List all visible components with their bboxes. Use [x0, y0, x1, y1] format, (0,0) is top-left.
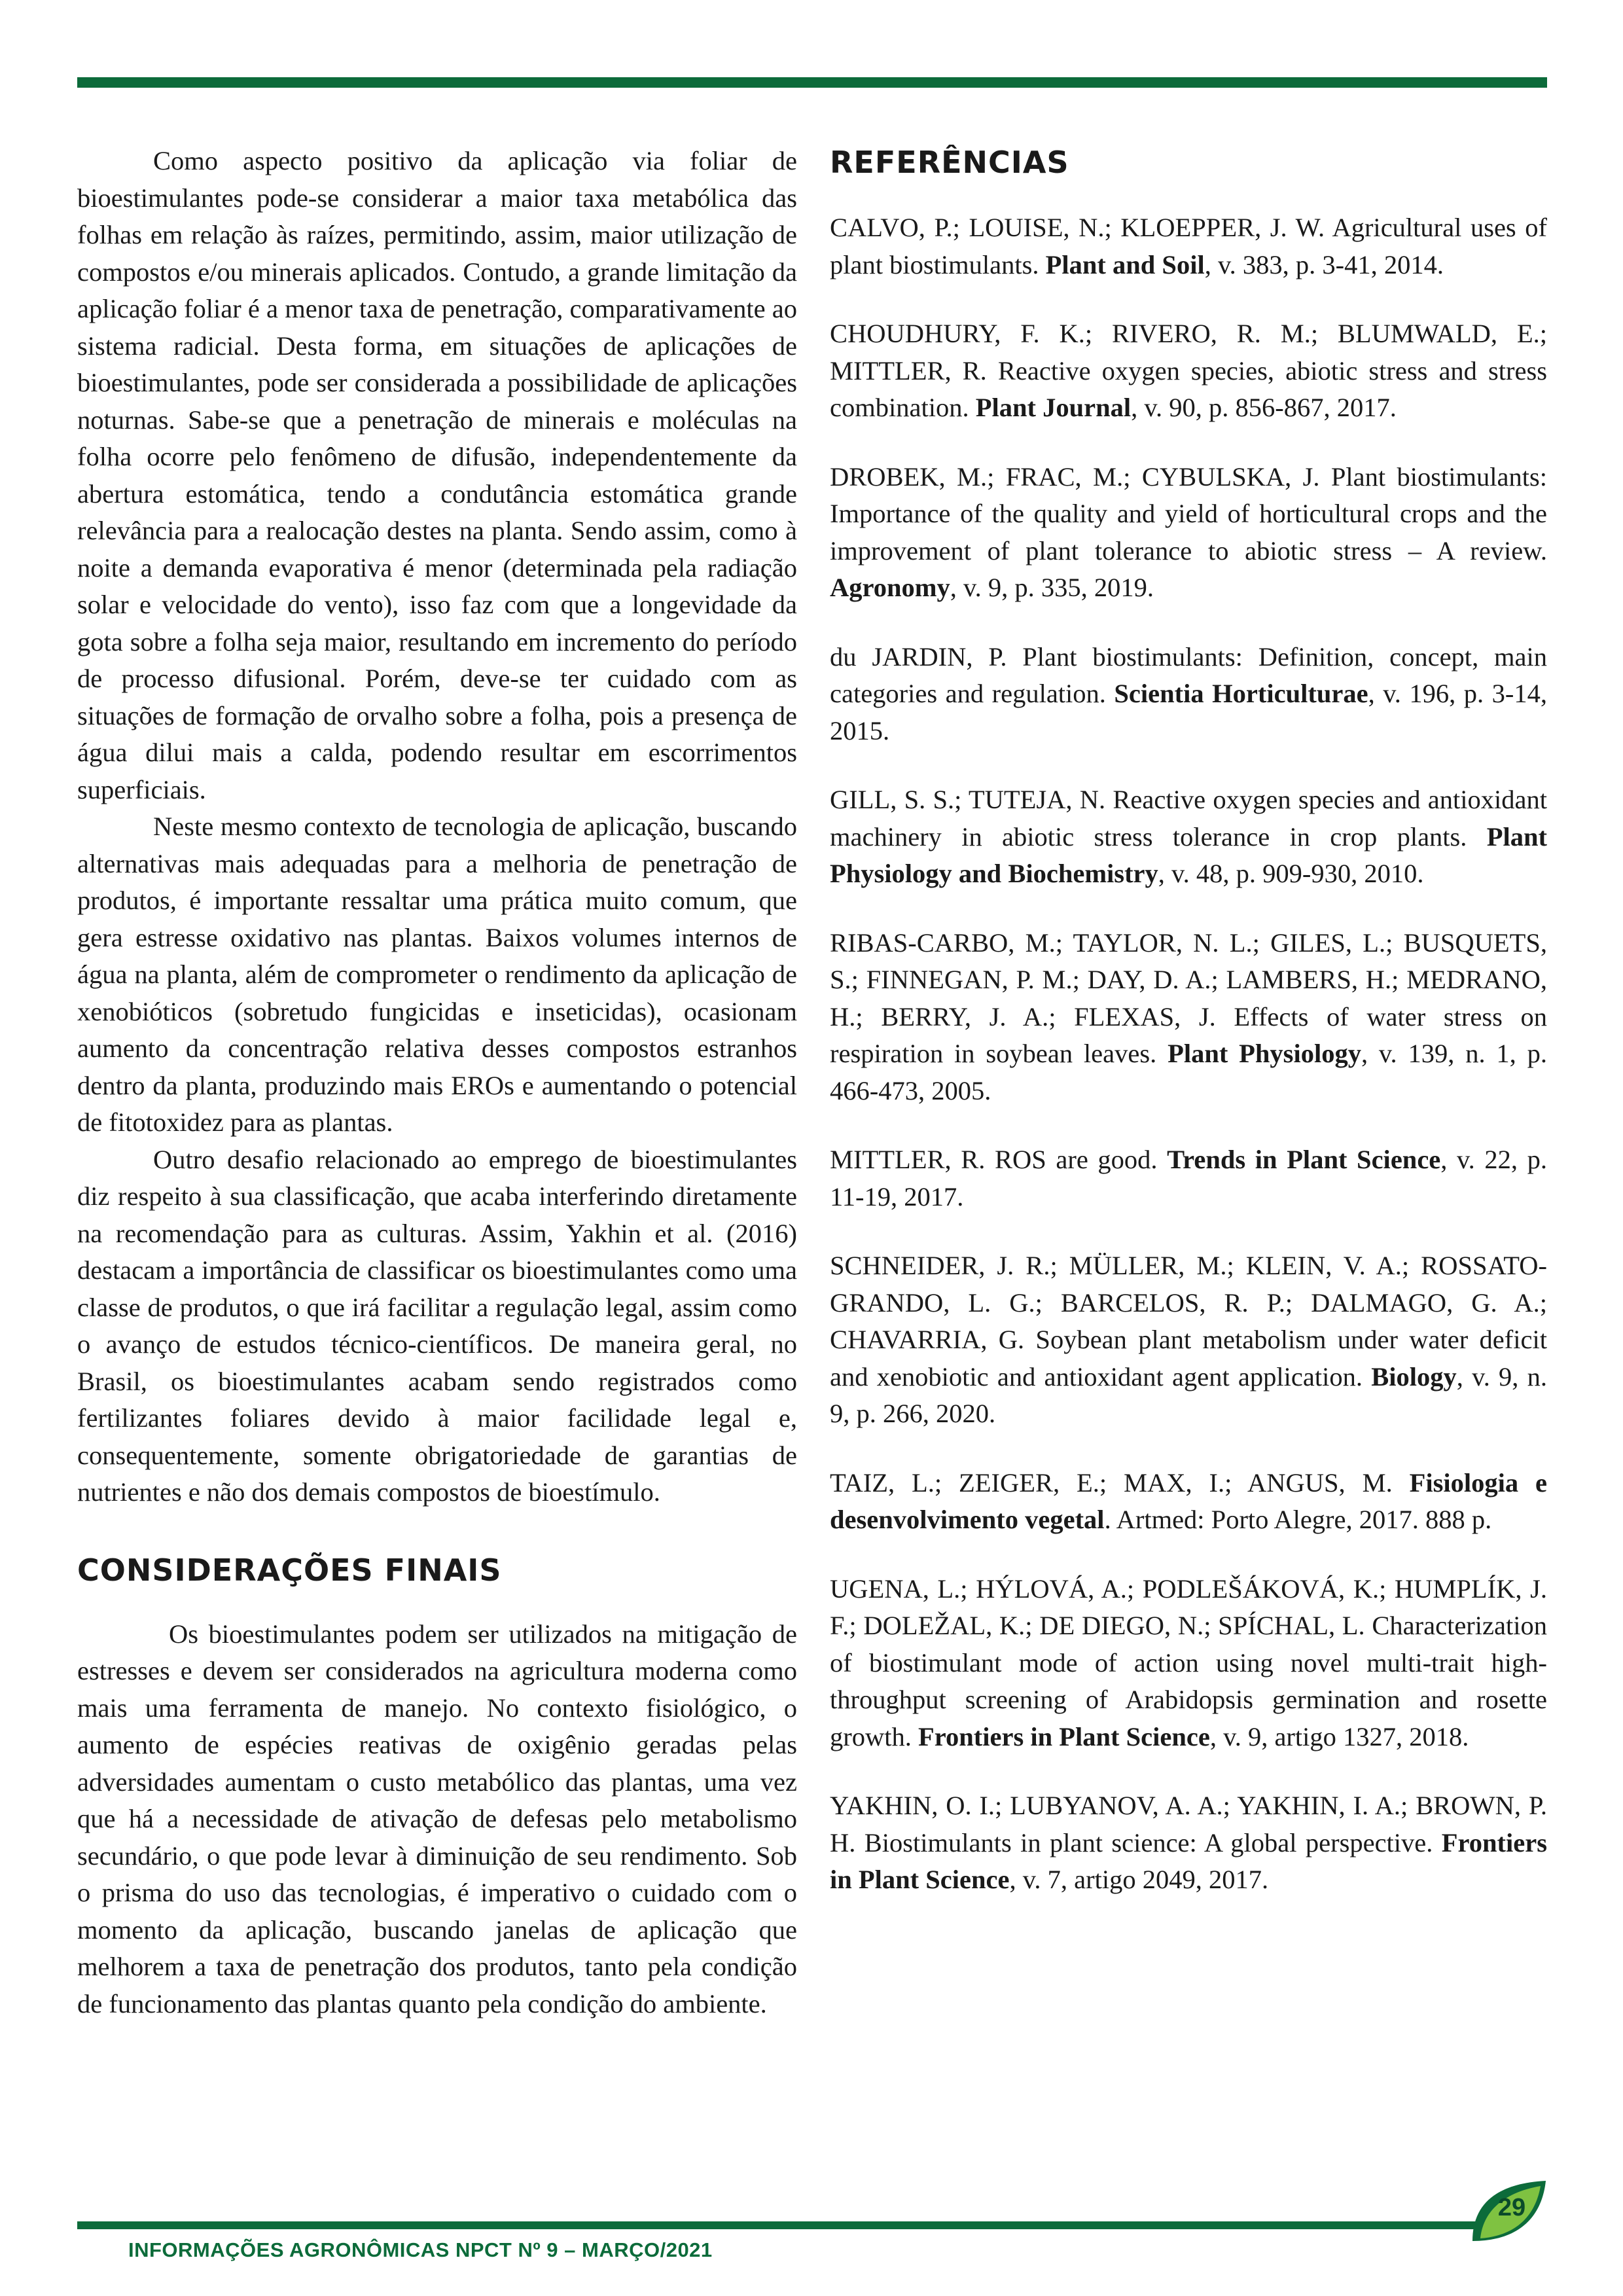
- reference-item: du JARDIN, P. Plant biostimulants: Definition, concept, main categories and regulation. Scientia Horticulturae, v. 196, p. 3-14, 2015.: [830, 641, 1547, 745]
- reference-item: CALVO, P.; LOUISE, N.; KLOEPPER, J. W. Agricultural uses of plant biostimulants. Plant and Soil, v. 383, p. 3-41, 2014.: [830, 213, 1547, 279]
- footer-rule: [77, 2221, 1480, 2229]
- header-rule: [77, 77, 1547, 88]
- reference-item: DROBEK, M.; FRAC, M.; CYBULSKA, J. Plant biostimulants: Importance of the quality and yield of horticultural crops and the improvement of plant tolerance to abiotic stress – A review. Agronomy, v. 9, p. 335, 2019.: [830, 461, 1547, 602]
- section-heading-references: REFERÊNCIAS: [830, 145, 1069, 180]
- reference-item: SCHNEIDER, J. R.; MÜLLER, M.; KLEIN, V. A.; ROSSATO-GRANDO, L. G.; BARCELOS, R. P.; DALMAGO, G. A.; CHAVARRIA, G. Soybean plant metabolism under water deficit and xenobiotic and antioxidant agent application. Biology, v. 9, n. 9, p. 266, 2020.: [830, 1251, 1548, 1428]
- reference-item: UGENA, L.; HÝLOVÁ, A.; PODLEŠÁKOVÁ, K.; HUMPLÍK, J. F.; DOLEŽAL, K.; DE DIEGO, N.; SPÍCHAL, L. Characterization of biostimulant mode of action using novel multi-trait high-throughput screening of Arabidopsis germination and rosette growth. Frontiers in Plant Science, v. 9, artigo 1327, 2018.: [830, 1573, 1547, 1751]
- body-paragraph: Como aspecto positivo da aplicação via foliar de bioestimulantes pode-se considerar a maior taxa metabólica das folhas em relação às raízes, permitindo, assim, maior utilização de compostos e/ou minerais aplicados. Contudo, a grande limitação da aplicação foliar é a menor taxa de penetração, comparativamente ao sistema radicial. Desta forma, em situações de aplicações de bioestimulantes, pode ser considerada a possibilidade de aplicações noturnas. Sabe-se que a penetração de minerais e moléculas na folha ocorre pelo fenômeno de difusão, independentemente da abertura estomática, tendo a condutância estomática grande relevância para a realocação destes na planta. Sendo assim, como à noite a demanda evaporativa é menor (determinada pela radiação solar e velocidade do vento), isso faz com que a longevidade da gota sobre a folha seja maior, resultando em incremento do período de processo difusional. Porém, deve-se ter cuidado com as situações de formação de orvalho sobre a folha, pois a presença de água dilui mais a calda, podendo resultar em escorrimentos superficiais.: [77, 146, 797, 804]
- reference-item: CHOUDHURY, F. K.; RIVERO, R. M.; BLUMWALD, E.; MITTLER, R. Reactive oxygen species, abiotic stress and stress combination. Plant Journal, v. 90, p. 856-867, 2017.: [830, 319, 1547, 422]
- body-paragraph: Neste mesmo contexto de tecnologia de aplicação, buscando alternativas mais adequadas para a melhoria de penetração de produtos, é importante ressaltar uma prática muito comum, que gera estresse oxidativo nas plantas. Baixos volumes internos de água na planta, além de comprometer o rendimento da aplicação de xenobióticos (sobretudo fungicidas e inseticidas), ocasionam aumento da concentração relativa desses compostos estranhos dentro da planta, produzindo mais EROs e aumentando o potencial de fitotoxidez para as plantas.: [77, 812, 797, 1137]
- reference-item: RIBAS-CARBO, M.; TAYLOR, N. L.; GILES, L.; BUSQUETS, S.; FINNEGAN, P. M.; DAY, D. A.; LAMBERS, H.; MEDRANO, H.; BERRY, J. A.; FLEXAS, J. Effects of water stress on respiration in soybean leaves. Plant Physiology, v. 139, n. 1, p. 466-473, 2005.: [830, 927, 1548, 1105]
- section-heading-final: CONSIDERAÇÕES FINAIS: [77, 1552, 502, 1588]
- reference-list: [830, 209, 1547, 1899]
- body-paragraph: Outro desafio relacionado ao emprego de bioestimulantes diz respeito à sua classificação, que acaba interferindo diretamente na recomendação para as culturas. Assim, Yakhin et al. (2016) destacam a importância de classificar os bioestimulantes como uma classe de produtos, o que irá facilitar a regulação legal, assim como o avanço de estudos técnico-científicos. De maneira geral, no Brasil, os bioestimulantes acabam sendo registrados como fertilizantes foliares devido à maior facilidade legal e, consequentemente, somente obrigatoriedade de garantias de nutrientes e não dos demais compostos de bioestímulo.: [77, 1144, 797, 1507]
- reference-item: YAKHIN, O. I.; LUBYANOV, A. A.; YAKHIN, I. A.; BROWN, P. H. Biostimulants in plant science: A global perspective. Frontiers in Plant Science, v. 7, artigo 2049, 2017.: [830, 1791, 1547, 1894]
- right-column: [830, 143, 1547, 1931]
- left-column: [77, 143, 797, 2022]
- reference-item: MITTLER, R. ROS are good. Trends in Plant Science, v. 22, p. 11-19, 2017.: [830, 1145, 1547, 1211]
- reference-item: GILL, S. S.; TUTEJA, N. Reactive oxygen species and antioxidant machinery in abiotic stress tolerance in crop plants. Plant Physiology and Biochemistry, v. 48, p. 909-930, 2010.: [830, 785, 1547, 888]
- body-paragraph: Os bioestimulantes podem ser utilizados na mitigação de estresses e devem ser considerados na agricultura moderna como mais uma ferramenta de manejo. No contexto fisiológico, o aumento de espécies reativas de oxigênio geradas pelas adversidades aumentam o custo metabólico das plantas, uma vez que há a necessidade de ativação de defesas pelo metabolismo secundário, o que pode levar à diminuição de seu rendimento. Sob o prisma do uso das tecnologias, é imperativo o cuidado com o momento da aplicação, buscando janelas de aplicação que melhorem a taxa de penetração dos produtos, tanto pela condição de funcionamento das plantas quanto pela condição do ambiente.: [77, 1619, 797, 2018]
- footer-journal-title: INFORMAÇÕES AGRONÔMICAS NPCT Nº 9 – MARÇO/2021: [128, 2238, 713, 2261]
- reference-item: TAIZ, L.; ZEIGER, E.; MAX, I.; ANGUS, M. Fisiologia e desenvolvimento vegetal. Artmed: Porto Alegre, 2017. 888 p.: [830, 1467, 1547, 1534]
- page-number: 29: [1497, 2194, 1526, 2221]
